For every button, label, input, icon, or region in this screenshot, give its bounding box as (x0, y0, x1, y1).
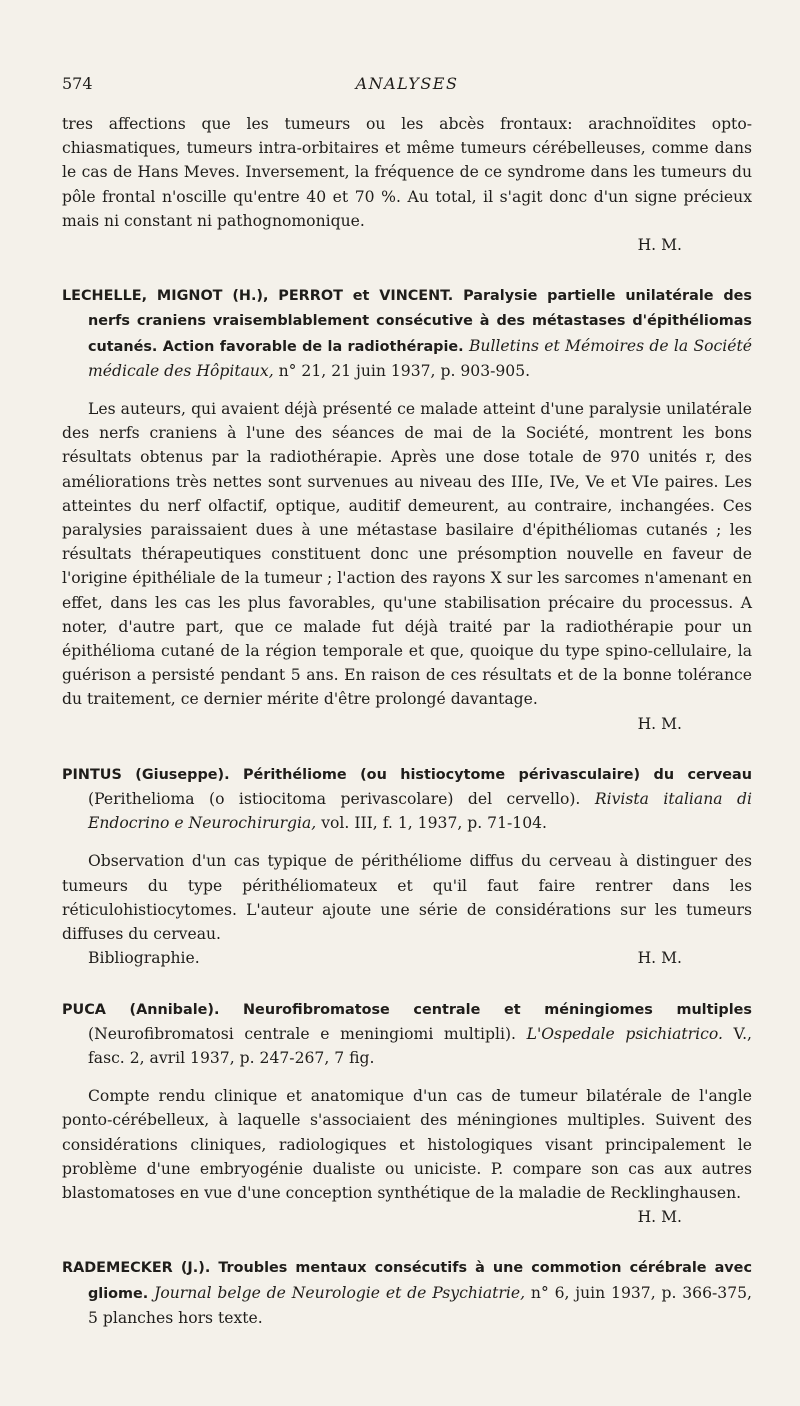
review-entry (62, 283, 752, 736)
signature: H. M. (637, 1208, 682, 1227)
entry-title: Troubles mentaux consécutifs à une commotion cérébrale avec gliome. (88, 1260, 752, 1302)
running-title: ANALYSES (355, 74, 459, 93)
entry-heading (62, 762, 752, 836)
entry-subtitle: (Neurofibromatosi centrale e meningiomi multipli). (88, 1024, 516, 1043)
entry-journal: Rivista italiana di Endocrino e Neurochirurgia, (88, 790, 752, 833)
entry-authors: PUCA (Annibale). (62, 1001, 220, 1018)
review-entry (62, 1255, 752, 1330)
entry-title: Paralysie partielle unilatérale des nerfs craniens vraisemblablement consécutive à des métastases d'épithéliomas cutanés. Action favorable de la radiothérapie. (88, 288, 752, 355)
entry-citation: n° 21, 21 juin 1937, p. 903-905. (278, 361, 531, 380)
entry-citation: n° 6, juin 1937, p. 366-375, 5 planches hors texte. (88, 1283, 753, 1327)
signature: H. M. (637, 236, 682, 255)
signature: H. M. (637, 714, 682, 733)
signature: H. M. (637, 949, 682, 968)
entry-journal: Journal belge de Neurologie et de Psychiatrie, (154, 1283, 526, 1302)
entry-abstract: Compte rendu clinique et anatomique d'un cas de tumeur bilatérale de l'angle ponto-cérébelleux, à laquelle s'associaient des méningiones multiples. Suivent des considérations cliniques, radiologiques et histologiques visant principalement le problème d'une embryogénie dualiste ou uniciste. P. compare son cas aux autres blastomatoses en vue d'une conception synthétique de la maladie de Recklinghausen. (62, 1087, 752, 1202)
entry-authors: PINTUS (Giuseppe). (62, 766, 230, 783)
entry-authors: LECHELLE, MIGNOT (H.), PERROT et VINCENT. (62, 288, 454, 305)
page-number: 574 (62, 74, 93, 93)
entry-subtitle: (Perithelioma (o istiocitoma perivascolare) del cervello). (88, 790, 581, 809)
review-entry (62, 762, 752, 971)
entry-authors: RADEMECKER (J.). (62, 1260, 211, 1277)
entry-heading (62, 1255, 752, 1330)
entry-title: Neurofibromatose centrale et méningiomes multiples (243, 1001, 752, 1018)
bibliography-line (62, 946, 752, 970)
entry-abstract: Observation d'un cas typique de périthéliome diffus du cerveau à distinguer des tumeurs du type périthéliomateux et qu'il faut faire rentrer dans les réticulohistiocytomes. L'auteur ajoute une série de considérations sur les tumeurs diffuses du cerveau. (62, 852, 752, 944)
bibliography-label: Bibliographie. (88, 949, 200, 968)
continuation-text: tres affections que les tumeurs ou les abcès frontaux: arachnoïdites opto-chiasmatiques, tumeurs intra-orbitaires et même tumeurs cérébelleuses, comme dans le cas de Hans Meves. Inversement, la fréquence de ce syndrome dans les tumeurs du pôle frontal n'oscille qu'entre 40 et 70 %. Au total, il s'agit donc d'un signe précieux mais ni constant ni pathognomonique. (62, 115, 752, 230)
page-header (62, 74, 752, 98)
entry-title: Périthéliome (ou histiocytome périvasculaire) du cerveau (242, 766, 752, 783)
entry-journal: L'Ospedale psichiatrico. (526, 1024, 723, 1043)
entry-citation: V., fasc. 2, avril 1937, p. 247-267, 7 fig. (88, 1024, 752, 1067)
entry-journal: Bulletins et Mémoires de la Société médicale des Hôpitaux, (88, 336, 752, 380)
entry-abstract: Les auteurs, qui avaient déjà présenté ce malade atteint d'une paralysie unilatérale des nerfs craniens à l'une des séances de mai de la Société, montrent les bons résultats obtenus par la radiothérapie. Après une dose totale de 970 unités r, des améliorations très nettes sont survenues au niveau des IIIe, IVe, Ve et VIe paires. Les atteintes du nerf olfactif, optique, auditif demeurent, au contraire, inchangées. Ces paralysies paraissaient dues à une métastase basilaire d'épithéliomas cutanés ; les résultats thérapeutiques constituent donc une présomption nouvelle en faveur de l'origine épithéliale de la tumeur ; l'action des rayons X sur les sarcomes n'amenant en effet, dans les cas les plus favorables, qu'une stabilisation précaire du processus. A noter, d'autre part, que ce malade fut déjà traité par la radiothérapie pour un épithélioma cutané de la région temporale et que, quoique du type spino-cellulaire, la guérison a persisté pendant 5 ans. En raison de ces résultats et de la bonne tolérance du traitement, ce dernier mérite d'être prolongé davantage. (62, 400, 752, 709)
entry-heading (62, 997, 752, 1071)
review-entry (62, 997, 752, 1230)
entry-heading (62, 283, 752, 383)
entry-citation: vol. III, f. 1, 1937, p. 71-104. (321, 814, 548, 833)
page-body (62, 112, 752, 1344)
